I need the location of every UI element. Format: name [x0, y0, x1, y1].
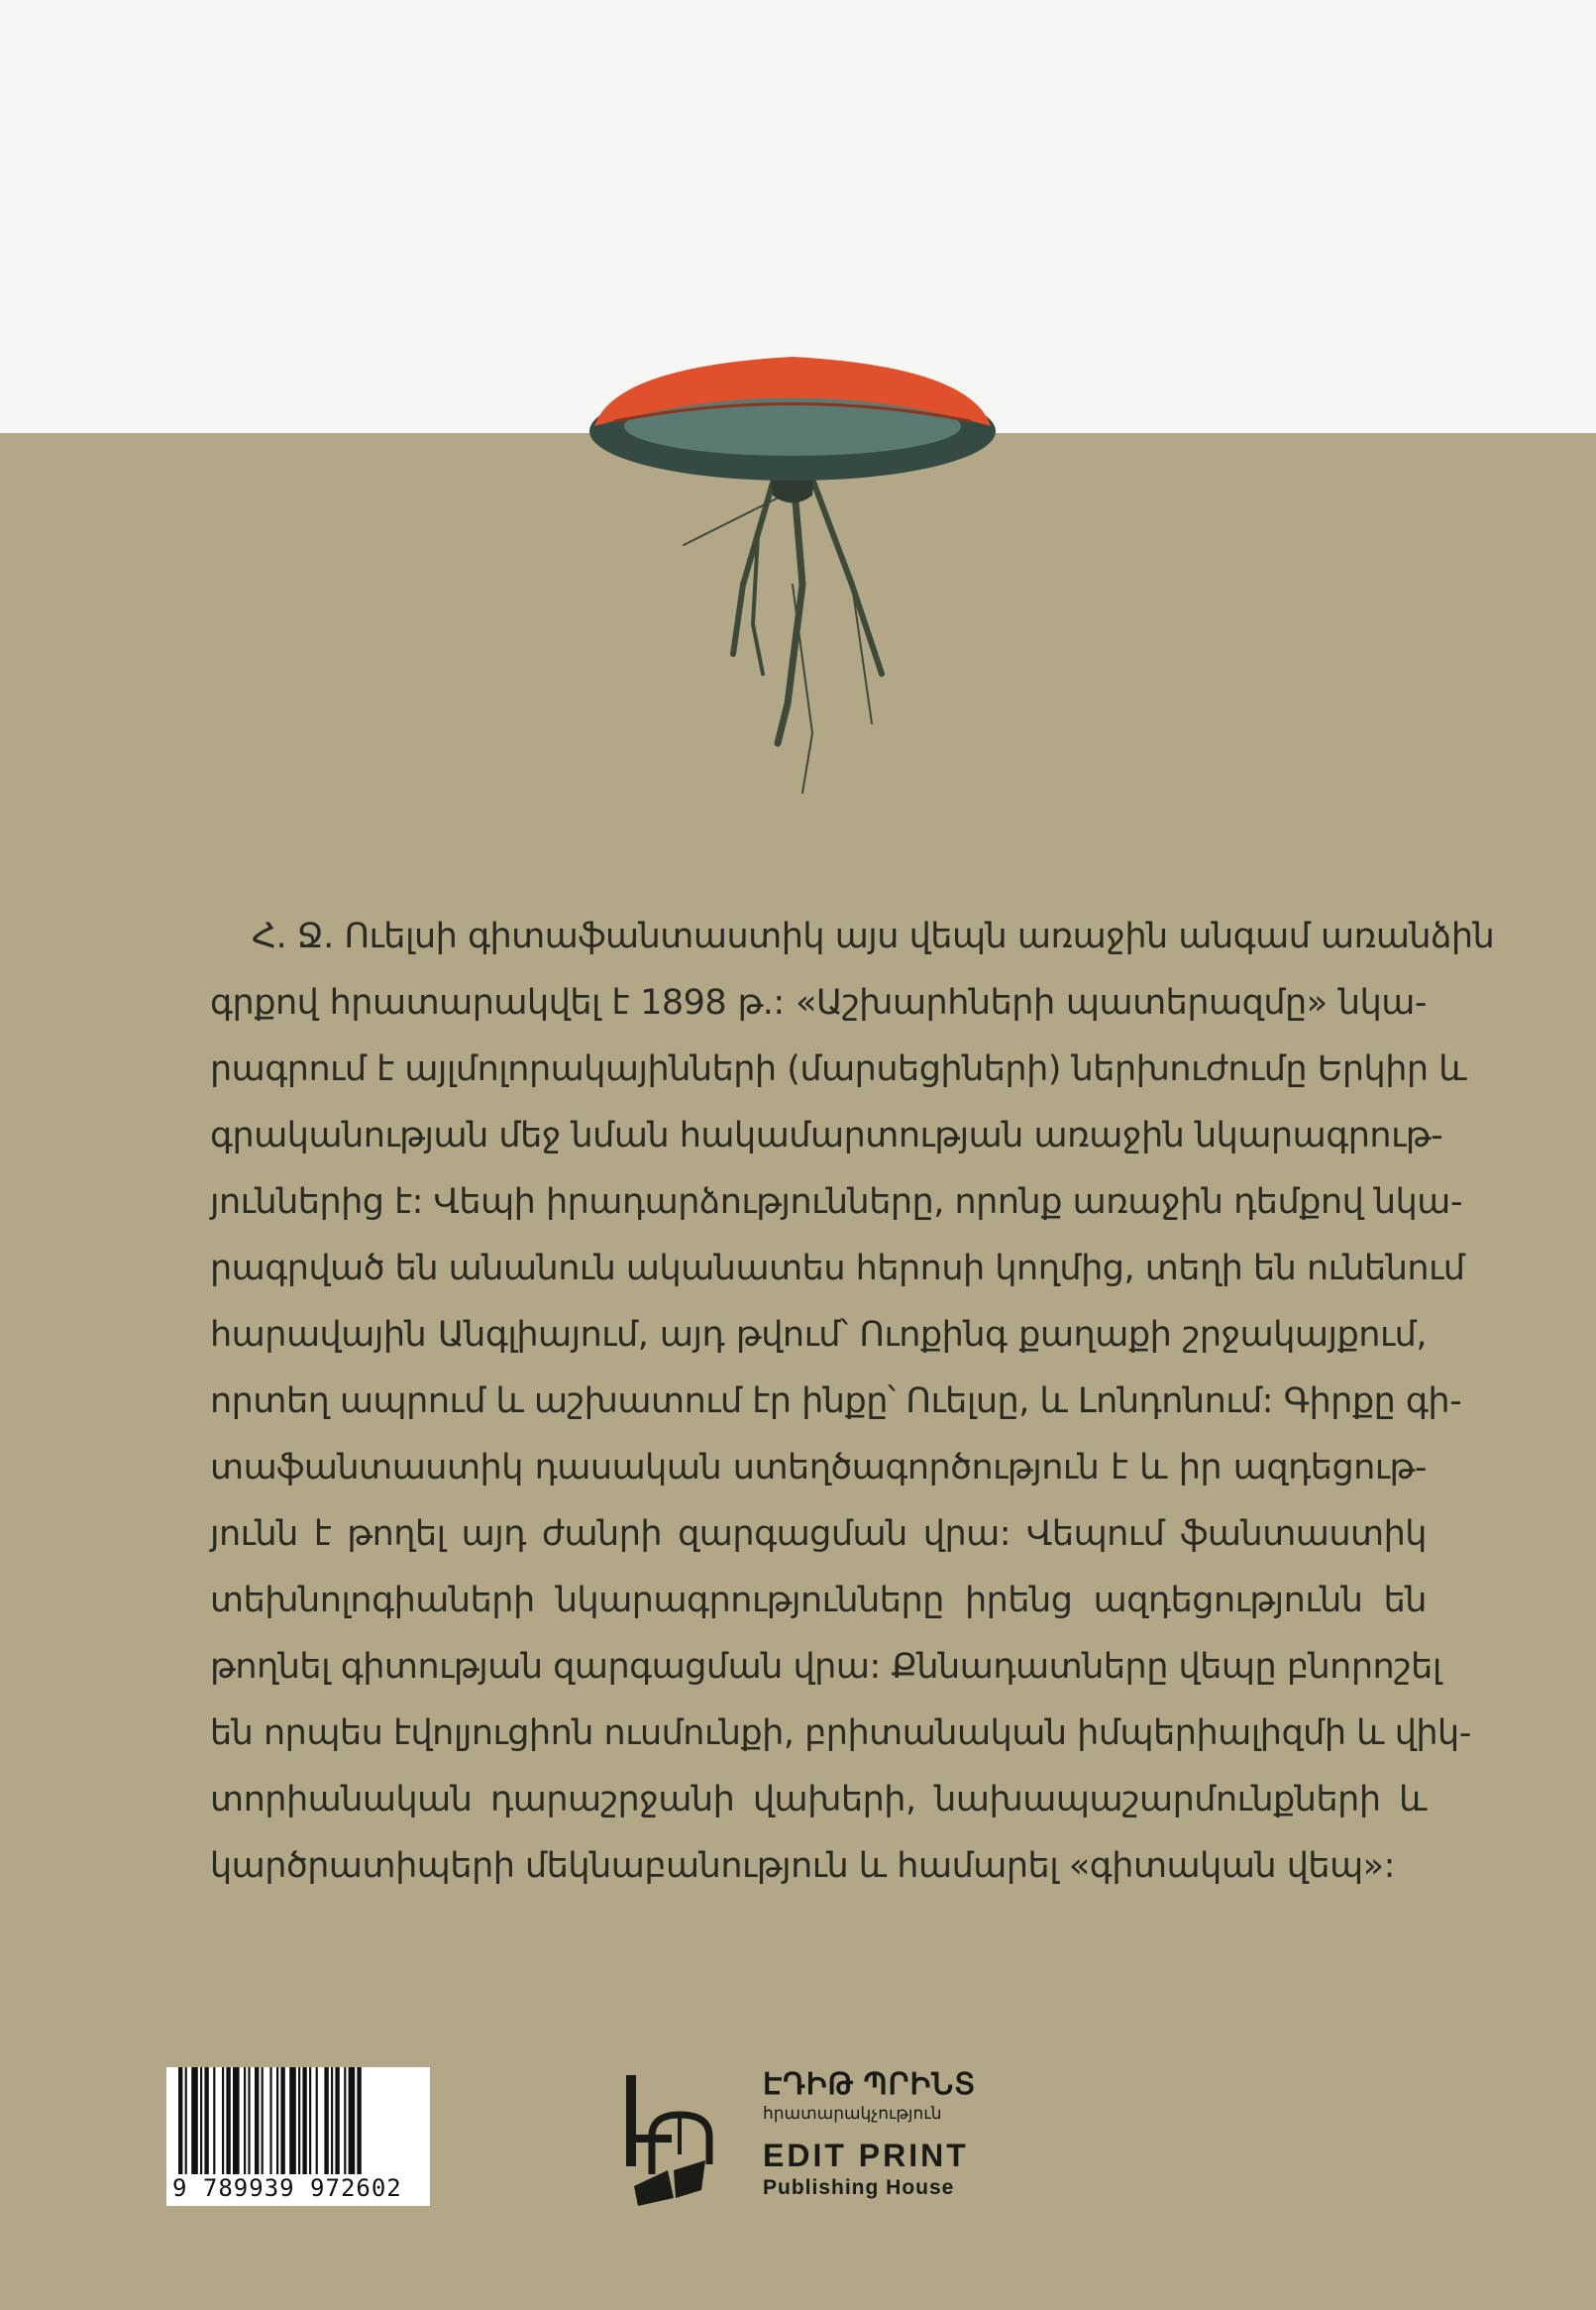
description-line: կարծրատիպերի մեկնաբանություն և համարել «գիտական վեպ»: — [210, 1846, 1395, 1886]
barcode-bar — [244, 2067, 246, 2174]
description-line: տեխնոլոգիաների նկարագրությունները իրենց ազդեցությունն են — [210, 1581, 1427, 1620]
description-line: թողնել գիտության զարգացման վրա: Քննադատները վեպը բնորոշել — [210, 1647, 1441, 1687]
barcode-bar — [280, 2067, 284, 2174]
description-line: յուններից է: Վեպի իրադարձությունները, որոնք առաջին դեմքով նկա- — [210, 1182, 1463, 1222]
barcode-bar — [302, 2067, 306, 2174]
barcode-bar — [309, 2067, 311, 2174]
barcode-bar — [262, 2067, 264, 2174]
publisher-name-armenian: ԷԴԻԹ ՊՐԻՆՏ — [763, 2068, 977, 2101]
barcode-bar — [269, 2067, 271, 2174]
barcode-bar — [213, 2067, 215, 2174]
barcode-bar — [335, 2067, 339, 2174]
publisher-logo-icon — [622, 2075, 717, 2206]
description-line: հարավային Անգլիայում, այդ թվում՝ Ուոքինգ քաղաքի շրջակայքում, — [210, 1315, 1427, 1355]
description-line: Հ. Ջ. Ուելսի գիտաֆանտաստիկ այս վեպն առաջին անգամ առանձին — [252, 917, 1495, 956]
publisher-subtitle-armenian: հրատարակչություն — [763, 2104, 942, 2123]
description-line: տորիանական դարաշրջանի վախերի, նախապաշարմունքների և — [210, 1780, 1427, 1819]
barcode-bar — [298, 2067, 300, 2174]
description-line: րագրված են անանուն ականատես հերոսի կողմից, տեղի են ունենում — [210, 1249, 1465, 1288]
barcode-bar — [349, 2067, 356, 2174]
book-description — [210, 904, 1495, 1900]
barcode-bar — [191, 2067, 198, 2174]
description-line: որտեղ ապրում և աշխատում էր ինքը՝ Ուելսը, և Լոնդոնում: Գիրքը գի- — [210, 1381, 1462, 1421]
barcode-bar — [248, 2067, 250, 2174]
description-line: յունն է թողել այդ ժանրի զարգացման վրա: Վեպում ֆանտաստիկ — [210, 1514, 1427, 1554]
barcode-bar — [178, 2067, 182, 2174]
barcode-bar — [185, 2067, 187, 2174]
description-line: գրականության մեջ նման հակամարտության առաջին նկարագրութ- — [210, 1116, 1443, 1155]
isbn-barcode — [166, 2067, 430, 2206]
barcode-bar — [226, 2067, 230, 2174]
barcode-bar — [331, 2067, 333, 2174]
description-line: գրքով հրատարակվել է 1898 թ.: «Աշխարհների պատերազմը» նկա- — [210, 983, 1427, 1023]
barcode-bars-icon — [178, 2067, 416, 2174]
barcode-bar — [222, 2067, 224, 2174]
isbn-number: 9 789939 972602 — [172, 2174, 402, 2202]
barcode-bar — [316, 2067, 318, 2174]
barcode-bar — [344, 2067, 346, 2174]
barcode-bar — [324, 2067, 328, 2174]
barcode-bar — [276, 2067, 278, 2174]
description-line: են որպես էվոլյուցիոն ուսմունքի, բրիտանական իմպերիալիզմի և վիկ- — [210, 1713, 1471, 1753]
barcode-bar — [204, 2067, 208, 2174]
barcode-bar — [289, 2067, 296, 2174]
publisher-name-english: EDIT PRINT — [763, 2138, 969, 2173]
barcode-bar — [357, 2067, 361, 2174]
barcode-bar — [255, 2067, 259, 2174]
publisher-block — [763, 2067, 976, 2200]
barcode-bar — [233, 2067, 240, 2174]
description-line: րագրում է այլմոլորակայինների (մարսեցիների) ներխուժումը Երկիր և — [210, 1049, 1467, 1089]
barcode-bar — [200, 2067, 202, 2174]
publisher-subtitle-english: Publishing House — [763, 2176, 955, 2199]
ufo-tripod-icon — [555, 327, 1030, 902]
description-line: տաֆանտաստիկ դասական ստեղծագործություն է և իր ազդեցութ- — [210, 1448, 1427, 1487]
